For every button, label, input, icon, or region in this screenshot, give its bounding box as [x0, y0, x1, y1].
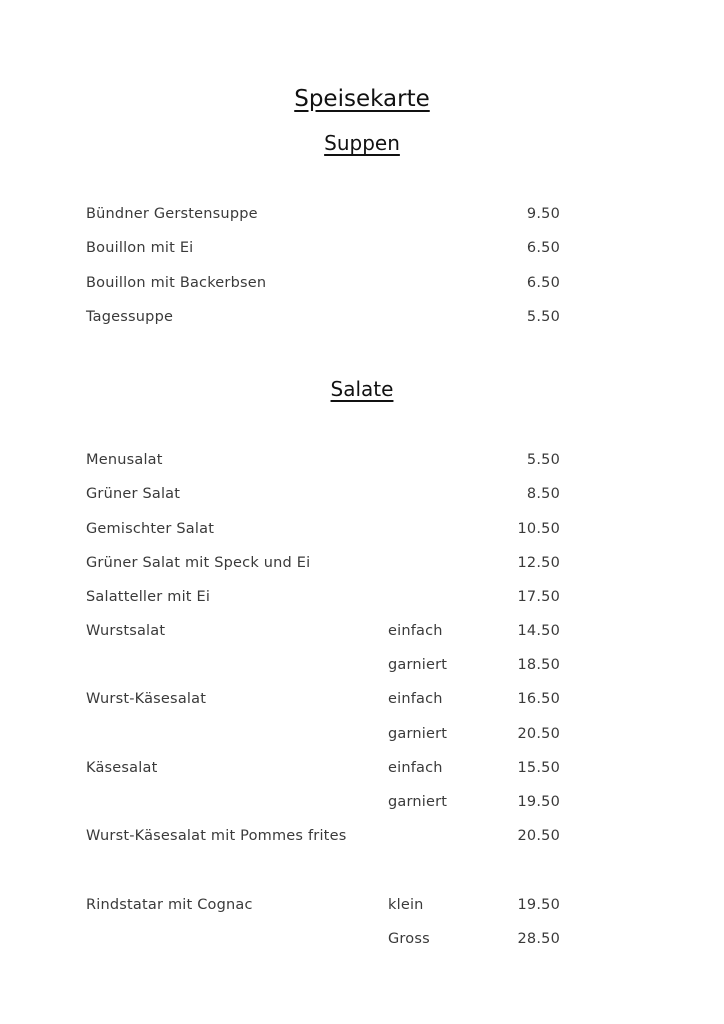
menu-item-row [0, 931, 724, 953]
menu-item-name: Wurst-Käsesalat [86, 691, 207, 707]
menu-item-row [0, 206, 724, 228]
menu-item-price: 18.50 [517, 657, 560, 673]
menu-item-variant: einfach [388, 760, 443, 776]
menu-item-name: Grüner Salat mit Speck und Ei [86, 555, 311, 571]
menu-item-price: 6.50 [526, 240, 560, 256]
section-heading-suppen: Suppen [324, 131, 400, 155]
menu-item-name: Wurstsalat [86, 623, 166, 639]
menu-item-name: Salatteller mit Ei [86, 589, 211, 605]
menu-item-row [0, 794, 724, 816]
menu-item-variant: klein [388, 897, 424, 913]
menu-item-row [0, 589, 724, 611]
menu-item-variant: garniert [388, 726, 448, 742]
menu-item-row [0, 309, 724, 331]
menu-item-name: Wurst-Käsesalat mit Pommes frites [86, 828, 347, 844]
menu-item-row [0, 555, 724, 577]
menu-item-row [0, 623, 724, 645]
menu-item-row [0, 657, 724, 679]
menu-item-price: 6.50 [526, 275, 560, 291]
menu-item-price: 14.50 [517, 623, 560, 639]
menu-item-row [0, 897, 724, 919]
menu-item-variant: garniert [388, 794, 448, 810]
menu-item-row [0, 240, 724, 262]
menu-item-name: Bouillon mit Backerbsen [86, 275, 267, 291]
menu-item-row [0, 452, 724, 474]
section-heading-salate: Salate [330, 377, 394, 401]
menu-item-variant: einfach [388, 623, 443, 639]
menu-item-price: 20.50 [517, 726, 560, 742]
menu-item-price: 9.50 [526, 206, 560, 222]
menu-item-price: 15.50 [517, 760, 560, 776]
menu-item-name: Bouillon mit Ei [86, 240, 194, 256]
menu-item-name: Rindstatar mit Cognac [86, 897, 253, 913]
menu-title: Speisekarte [294, 86, 430, 112]
menu-item-row [0, 521, 724, 543]
menu-item-price: 19.50 [517, 794, 560, 810]
menu-item-name: Gemischter Salat [86, 521, 215, 537]
menu-item-price: 19.50 [517, 897, 560, 913]
menu-item-variant: Gross [388, 931, 430, 947]
menu-item-row [0, 726, 724, 748]
menu-item-row [0, 760, 724, 782]
menu-item-name: Käsesalat [86, 760, 158, 776]
menu-item-price: 12.50 [517, 555, 560, 571]
menu-item-row [0, 486, 724, 508]
menu-item-price: 10.50 [517, 521, 560, 537]
menu-item-price: 5.50 [526, 309, 560, 325]
menu-item-price: 5.50 [526, 452, 560, 468]
menu-item-name: Bündner Gerstensuppe [86, 206, 258, 222]
menu-item-row [0, 275, 724, 297]
menu-item-row [0, 691, 724, 713]
menu-item-price: 16.50 [517, 691, 560, 707]
menu-item-name: Menusalat [86, 452, 163, 468]
menu-item-variant: einfach [388, 691, 443, 707]
menu-item-price: 17.50 [517, 589, 560, 605]
menu-item-variant: garniert [388, 657, 448, 673]
menu-item-price: 8.50 [526, 486, 560, 502]
menu-item-name: Tagessuppe [86, 309, 174, 325]
menu-item-name: Grüner Salat [86, 486, 181, 502]
menu-item-row [0, 828, 724, 850]
menu-item-price: 28.50 [517, 931, 560, 947]
menu-item-price: 20.50 [517, 828, 560, 844]
